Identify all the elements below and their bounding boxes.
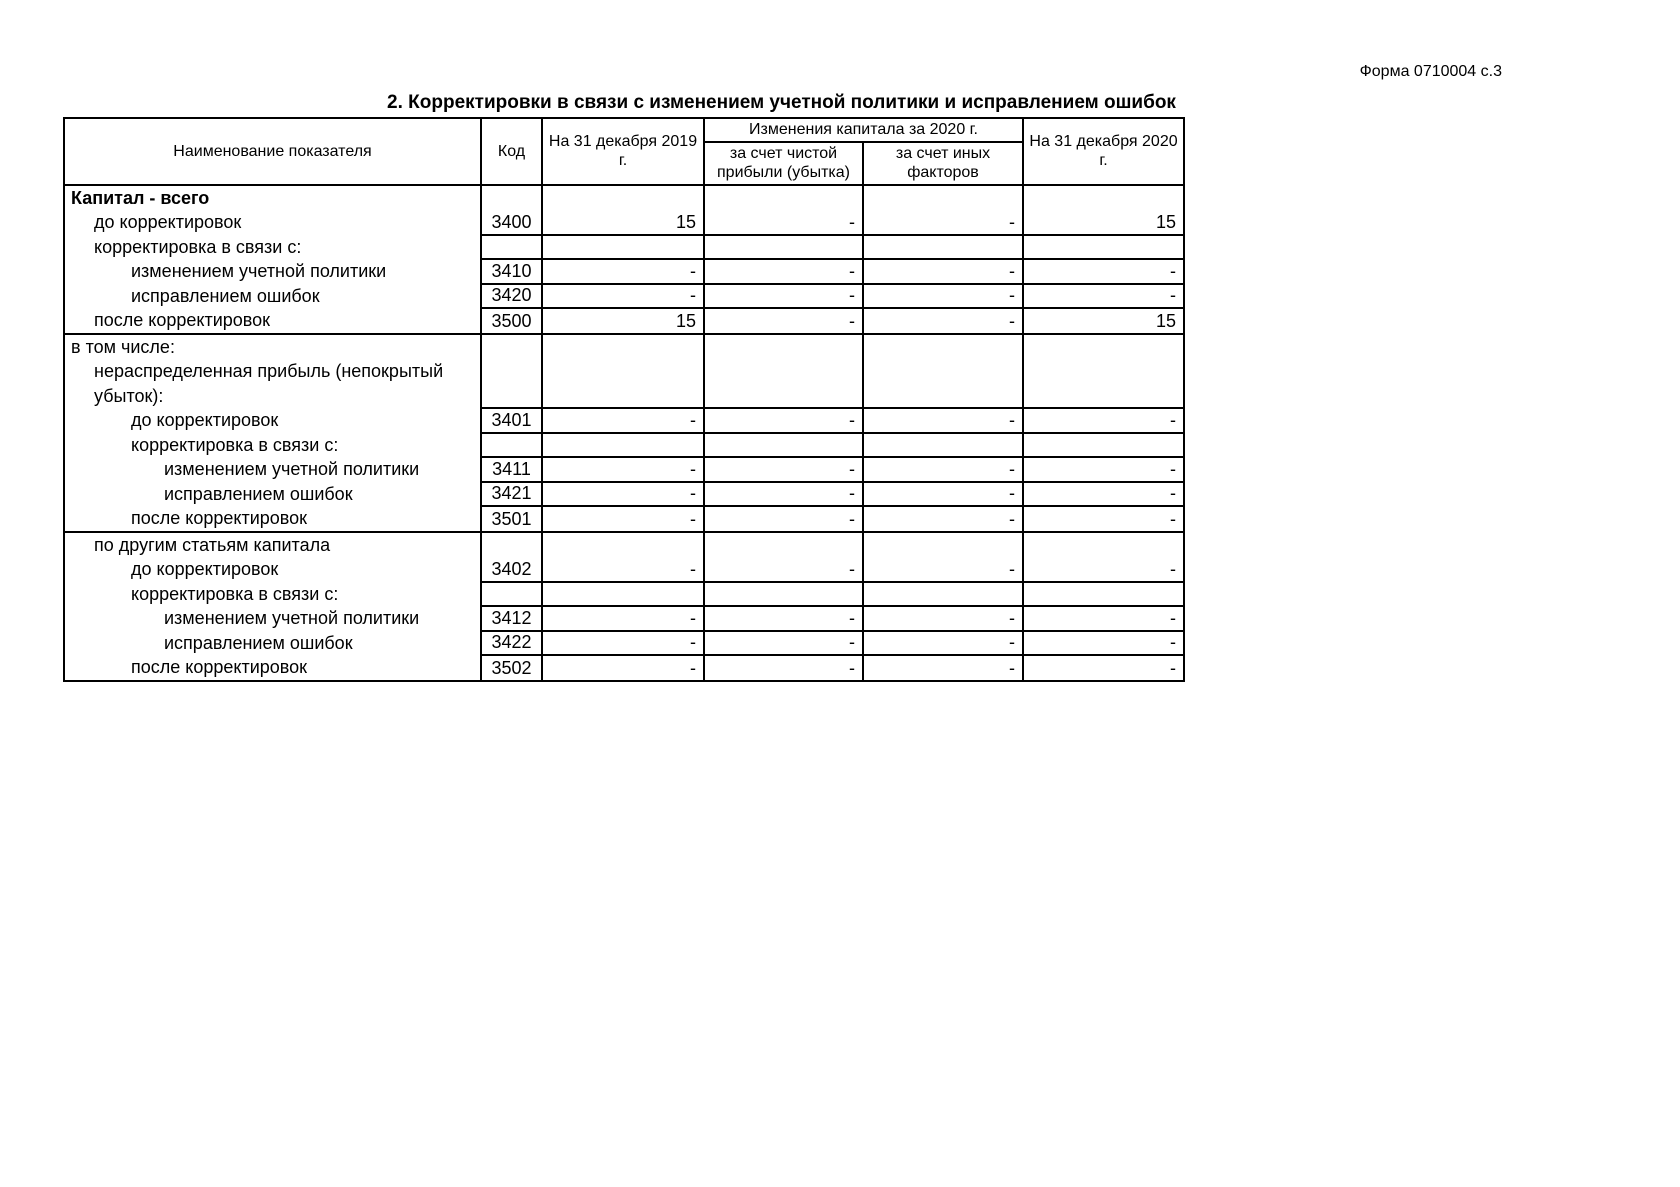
- row-label: корректировка в связи с:: [131, 583, 339, 604]
- table-row: [64, 631, 1184, 656]
- row-value: -: [542, 606, 704, 631]
- row-value: -: [863, 506, 1023, 532]
- table-row: [64, 259, 1184, 284]
- row-value: [863, 582, 1023, 607]
- row-label-cell: [64, 582, 481, 607]
- row-code: 3401: [481, 408, 542, 433]
- row-value: -: [1023, 284, 1184, 309]
- table-row: [64, 655, 1184, 681]
- row-label-cell: [64, 284, 481, 309]
- row-label-cell: [64, 482, 481, 507]
- row-value: -: [1023, 655, 1184, 681]
- header-code: Код: [481, 118, 542, 185]
- row-value: 15: [1023, 185, 1184, 235]
- row-code: [481, 582, 542, 607]
- row-code: 3402: [481, 532, 542, 582]
- table-row: [64, 308, 1184, 334]
- row-label-cell: [64, 606, 481, 631]
- row-value: -: [542, 259, 704, 284]
- row-value: -: [704, 259, 863, 284]
- row-label: до корректировок: [131, 410, 279, 431]
- row-code: 3501: [481, 506, 542, 532]
- row-value: 15: [542, 185, 704, 235]
- row-value: -: [704, 606, 863, 631]
- row-value: [704, 235, 863, 260]
- row-value: -: [1023, 631, 1184, 656]
- row-code: 3412: [481, 606, 542, 631]
- row-value: -: [542, 506, 704, 532]
- row-value: -: [1023, 259, 1184, 284]
- row-value: -: [863, 631, 1023, 656]
- row-value: [542, 433, 704, 458]
- row-value: [542, 334, 704, 409]
- row-value: -: [704, 457, 863, 482]
- row-code: 3500: [481, 308, 542, 334]
- row-label: нераспределенная прибыль (непокрытый убыток):: [94, 361, 444, 406]
- header-other-factors: за счет иных факторов: [863, 142, 1023, 185]
- row-code: [481, 235, 542, 260]
- table-row: [64, 606, 1184, 631]
- row-label: изменением учетной политики: [164, 608, 420, 629]
- row-value: -: [1023, 506, 1184, 532]
- row-label: по другим статьям капитала: [94, 534, 331, 555]
- row-value: [542, 582, 704, 607]
- row-label: исправлением ошибок: [164, 632, 353, 653]
- row-label: исправлением ошибок: [131, 285, 320, 306]
- row-value: -: [863, 457, 1023, 482]
- row-value: -: [704, 655, 863, 681]
- row-value: -: [863, 655, 1023, 681]
- row-code: 3410: [481, 259, 542, 284]
- row-label: после корректировок: [131, 508, 308, 529]
- row-value: -: [704, 308, 863, 334]
- table-row: [64, 532, 1184, 582]
- row-label-cell: [64, 185, 481, 235]
- row-label-cell: [64, 308, 481, 334]
- row-label-cell: [64, 433, 481, 458]
- row-code: 3422: [481, 631, 542, 656]
- row-value: -: [704, 482, 863, 507]
- row-label: изменением учетной политики: [164, 459, 420, 480]
- row-value: -: [704, 284, 863, 309]
- row-value: -: [1023, 606, 1184, 631]
- table-row: [64, 457, 1184, 482]
- row-code: 3411: [481, 457, 542, 482]
- row-code: [481, 433, 542, 458]
- row-value: -: [863, 308, 1023, 334]
- row-label-cell: [64, 655, 481, 681]
- row-label-cell: [64, 506, 481, 532]
- row-label: исправлением ошибок: [164, 483, 353, 504]
- row-label: Капитал - всего: [71, 187, 210, 208]
- row-label: корректировка в связи с:: [94, 236, 302, 257]
- row-value: -: [863, 532, 1023, 582]
- header-net-profit: за счет чистой прибыли (убытка): [704, 142, 863, 185]
- row-value: [1023, 334, 1184, 409]
- row-label-cell: [64, 334, 481, 409]
- row-value: -: [704, 631, 863, 656]
- row-label: корректировка в связи с:: [131, 434, 339, 455]
- row-code: 3400: [481, 185, 542, 235]
- table-row: [64, 482, 1184, 507]
- row-value: -: [863, 482, 1023, 507]
- row-code: 3421: [481, 482, 542, 507]
- header-dec2019: На 31 декабря 2019 г.: [542, 118, 704, 185]
- table-row: [64, 506, 1184, 532]
- row-value: [863, 334, 1023, 409]
- table-header: [64, 118, 1184, 185]
- row-label-cell: [64, 631, 481, 656]
- table-row: [64, 185, 1184, 235]
- row-code: 3420: [481, 284, 542, 309]
- row-value: -: [1023, 482, 1184, 507]
- row-value: -: [863, 408, 1023, 433]
- row-value: -: [1023, 408, 1184, 433]
- row-label: в том числе:: [71, 336, 175, 357]
- row-value: -: [1023, 532, 1184, 582]
- header-name: Наименование показателя: [64, 118, 481, 185]
- row-value: [1023, 582, 1184, 607]
- row-value: -: [542, 284, 704, 309]
- row-value: -: [1023, 457, 1184, 482]
- row-value: [704, 582, 863, 607]
- row-value: [704, 433, 863, 458]
- row-value: -: [863, 606, 1023, 631]
- row-value: [863, 235, 1023, 260]
- row-label-cell: [64, 235, 481, 260]
- header-dec2020: На 31 декабря 2020 г.: [1023, 118, 1184, 185]
- row-value: [1023, 433, 1184, 458]
- row-value: 15: [1023, 308, 1184, 334]
- row-value: -: [704, 506, 863, 532]
- row-label: до корректировок: [131, 559, 279, 580]
- row-label: до корректировок: [94, 212, 242, 233]
- table-row: [64, 582, 1184, 607]
- row-value: -: [542, 655, 704, 681]
- adjustments-table: [63, 117, 1185, 682]
- table-row: [64, 235, 1184, 260]
- table-body: [64, 185, 1184, 681]
- table-row: [64, 334, 1184, 409]
- row-value: -: [704, 185, 863, 235]
- row-value: -: [542, 408, 704, 433]
- row-value: -: [704, 408, 863, 433]
- row-label: после корректировок: [131, 657, 308, 678]
- table-row: [64, 408, 1184, 433]
- row-label-cell: [64, 457, 481, 482]
- row-code: [481, 334, 542, 409]
- row-value: [704, 334, 863, 409]
- row-label-cell: [64, 259, 481, 284]
- row-value: -: [863, 185, 1023, 235]
- table-row: [64, 284, 1184, 309]
- row-label-cell: [64, 532, 481, 582]
- row-value: 15: [542, 308, 704, 334]
- row-code: 3502: [481, 655, 542, 681]
- row-value: [542, 235, 704, 260]
- row-value: -: [542, 631, 704, 656]
- row-value: -: [704, 532, 863, 582]
- row-value: -: [863, 259, 1023, 284]
- row-value: -: [542, 457, 704, 482]
- row-value: -: [542, 482, 704, 507]
- row-value: -: [863, 284, 1023, 309]
- table-row: [64, 433, 1184, 458]
- row-label-cell: [64, 408, 481, 433]
- form-number-label: Форма 0710004 с.3: [1359, 63, 1502, 80]
- row-value: -: [542, 532, 704, 582]
- row-label: изменением учетной политики: [131, 261, 387, 282]
- section-title: 2. Корректировки в связи с изменением учетной политики и исправлением ошибок: [387, 92, 1176, 113]
- row-value: [1023, 235, 1184, 260]
- header-changes-group: Изменения капитала за 2020 г.: [704, 118, 1023, 142]
- row-label: после корректировок: [94, 310, 271, 331]
- row-value: [863, 433, 1023, 458]
